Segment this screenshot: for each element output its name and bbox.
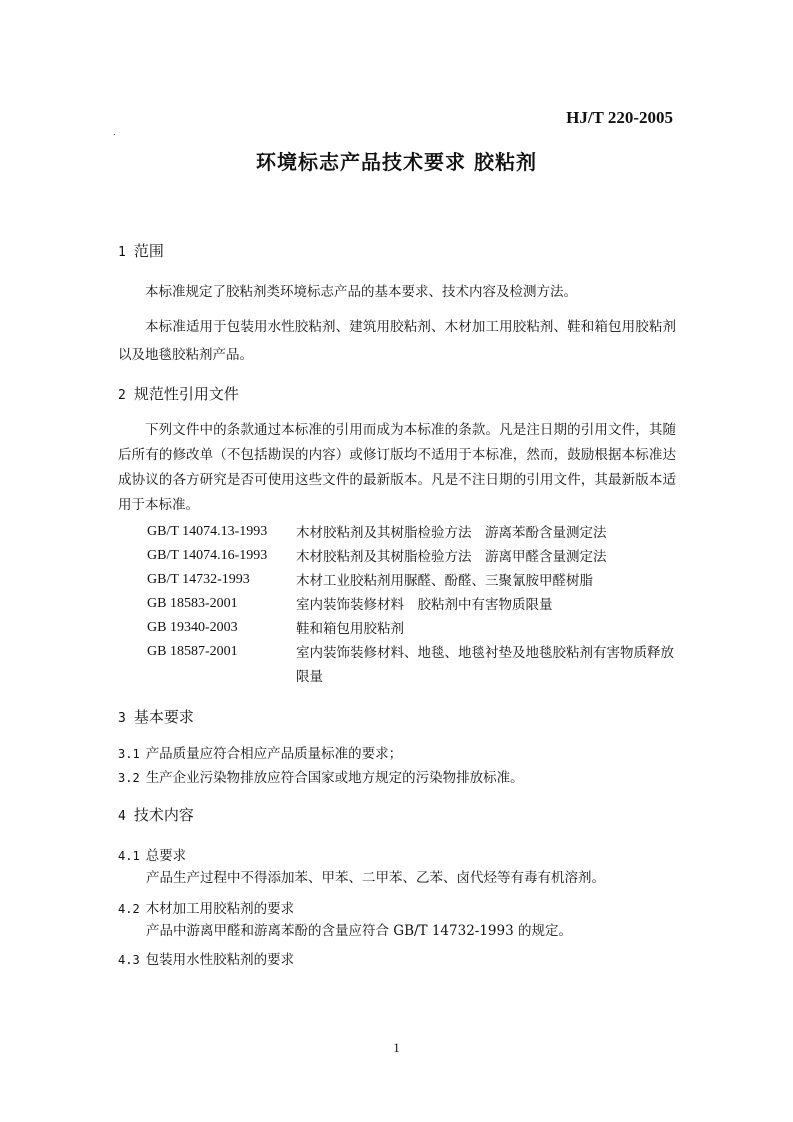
- section-number: 1: [118, 245, 126, 260]
- clause-title: 总要求: [145, 848, 187, 864]
- section-1-paragraph-1: 本标准规定了胶粘剂类环境标志产品的基本要求、技术内容及检测方法。: [145, 284, 577, 300]
- standard-number: HJ/T 220-2005: [566, 108, 673, 127]
- section-number: 2: [118, 388, 126, 403]
- section-2-heading: [118, 383, 239, 404]
- reference-title: 室内装饰装修材料 胶粘剂中有害物质限量: [296, 597, 553, 613]
- section-number: 3: [118, 711, 126, 726]
- document-title: 环境标志产品技术要求 胶粘剂: [256, 150, 537, 174]
- section-2-paragraph-1: 下列文件中的条款通过本标准的引用而成为本标准的条款。凡是注日期的引用文件，其随后所有的修改单（不包括勘误的内容）或修订版均不适用于本标准，然而，鼓励根据本标准达成协议的各方研究是否可使用这些文件的最新版本。凡是不注日期的引用文件，其最新版本适用于本标准。: [118, 422, 676, 513]
- section-title: 范围: [133, 242, 164, 260]
- clause-number: 3.1: [118, 747, 140, 761]
- clause-title: 包装用水性胶粘剂的要求: [145, 952, 295, 968]
- section-3-heading: [118, 706, 194, 727]
- reference-code: GB/T 14732-1993: [147, 572, 250, 587]
- section-1-heading: [118, 240, 164, 261]
- clause-4-2: [118, 897, 294, 917]
- reference-title: 木材工业胶粘剂用脲醛、酚醛、三聚氰胺甲醛树脂: [296, 573, 593, 589]
- clause-text: 生产企业污染物排放应符合国家或地方规定的污染物排放标准。: [145, 770, 524, 786]
- clause-3-2: [118, 766, 524, 786]
- page-number: 1: [393, 1040, 400, 1055]
- section-1-paragraph-2: 本标准适用于包装用水性胶粘剂、建筑用胶粘剂、木材加工用胶粘剂、鞋和箱包用胶粘剂以及地毯胶粘剂产品。: [118, 319, 676, 363]
- reference-code: GB 18583-2001: [147, 596, 238, 611]
- clause-4-3: [118, 948, 294, 968]
- clause-text: 产品质量应符合相应产品质量标准的要求；: [145, 746, 403, 762]
- reference-title: 木材胶粘剂及其树脂检验方法 游离苯酚含量测定法: [296, 525, 607, 541]
- section-title: 基本要求: [133, 708, 194, 726]
- reference-title: 木材胶粘剂及其树脂检验方法 游离甲醛含量测定法: [296, 549, 607, 565]
- clause-number: 3.2: [118, 771, 140, 785]
- clause-4-1-body: 产品生产过程中不得添加苯、甲苯、二甲苯、乙苯、卤代烃等有毒有机溶剂。: [146, 870, 605, 886]
- clause-4-1: [118, 844, 186, 864]
- section-title: 规范性引用文件: [133, 385, 239, 403]
- reference-title: 室内装饰装修材料、地毯、地毯衬垫及地毯胶粘剂有害物质释放限量: [296, 645, 674, 685]
- section-number: 4: [118, 809, 126, 824]
- clause-3-1: [118, 742, 402, 762]
- clause-4-2-body: 产品中游离甲醛和游离苯酚的含量应符合 GB/T 14732-1993 的规定。: [146, 923, 572, 939]
- clause-number: 4.2: [118, 902, 140, 916]
- clause-number: 4.1: [118, 849, 140, 863]
- reference-code: GB 19340-2003: [147, 620, 238, 635]
- clause-title: 木材加工用胶粘剂的要求: [145, 901, 295, 917]
- section-4-heading: [118, 804, 194, 825]
- clause-number: 4.3: [118, 953, 140, 967]
- section-title: 技术内容: [133, 806, 194, 824]
- reference-title: 鞋和箱包用胶粘剂: [296, 621, 404, 637]
- marker-dot: .: [113, 128, 116, 137]
- reference-code: GB/T 14074.16-1993: [147, 548, 268, 563]
- reference-code: GB/T 14074.13-1993: [147, 524, 268, 539]
- reference-code: GB 18587-2001: [147, 644, 238, 659]
